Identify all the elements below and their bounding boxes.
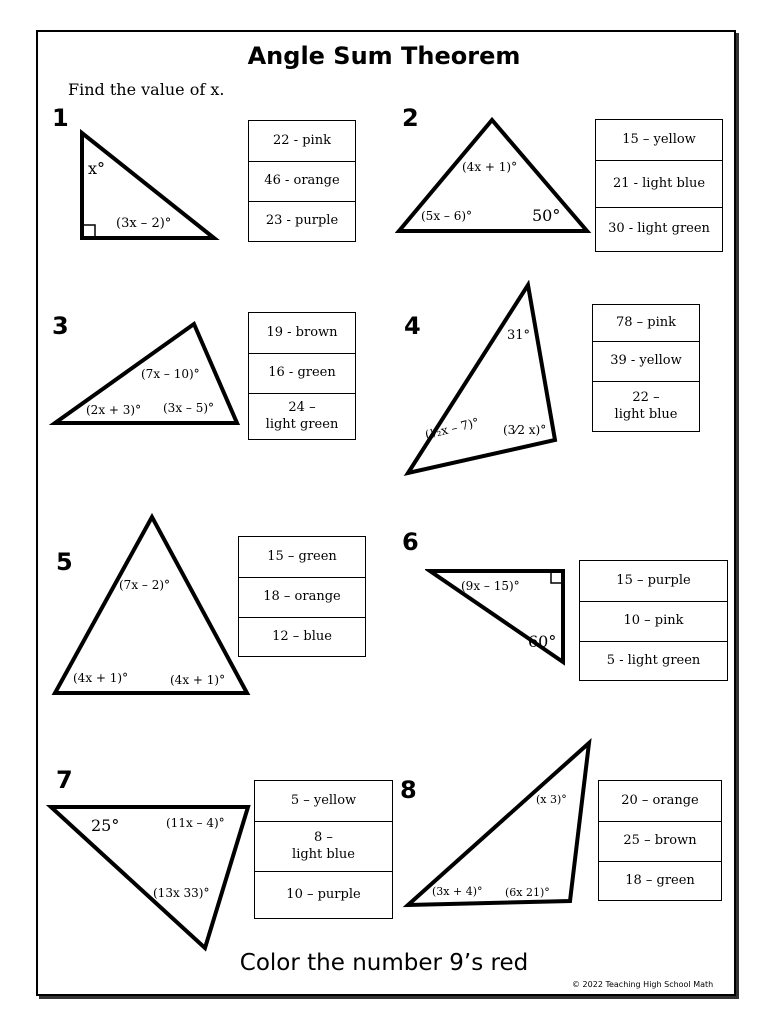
problem-3-angle-label: (2x + 3)° bbox=[86, 403, 142, 417]
instructions: Find the value of x. bbox=[68, 80, 225, 99]
problem-4-number: 4 bbox=[404, 312, 421, 340]
answer-choice: 16 - green bbox=[249, 353, 355, 393]
answer-choice: 15 – purple bbox=[616, 572, 691, 588]
answer-choice: 18 – green bbox=[599, 861, 721, 900]
problem-7-number: 7 bbox=[56, 766, 73, 794]
problem-8-answer-box bbox=[598, 780, 722, 901]
problem-4-angle-label: (½x – 7)° bbox=[423, 415, 481, 442]
answer-choice: 15 – yellow bbox=[622, 131, 696, 147]
problem-2-angle-label: 50° bbox=[532, 206, 561, 225]
problem-3-angle-label: (7x – 10)° bbox=[141, 367, 200, 381]
problem-7-angle-label: (11x – 4)° bbox=[166, 816, 225, 830]
problem-5-angle-label: (4x + 1)° bbox=[170, 673, 226, 687]
problem-4-angle-label: 31° bbox=[507, 328, 531, 343]
problem-8-angle-label: (3x + 4)° bbox=[432, 885, 483, 898]
answer-choice: 46 - orange bbox=[249, 161, 355, 201]
answer-choice: 25 – brown bbox=[599, 821, 721, 861]
problem-7-angle-label: (13x 33)° bbox=[153, 886, 210, 900]
problem-7-answer-box bbox=[254, 780, 393, 919]
problem-4-answer-box bbox=[592, 304, 700, 432]
problem-1-angle-label: x° bbox=[88, 159, 106, 178]
answer-choice: 30 - light green bbox=[596, 207, 722, 251]
answer-choice: 22 - pink bbox=[273, 132, 331, 148]
problem-8-angle-label: (6x 21)° bbox=[505, 886, 550, 899]
answer-choice: 21 - light blue bbox=[596, 160, 722, 207]
answer-choice: 39 - yellow bbox=[593, 341, 699, 381]
problem-2-answer-box bbox=[595, 119, 723, 252]
problem-7-angle-label: 25° bbox=[91, 816, 120, 835]
answer-choice: 12 – blue bbox=[239, 617, 365, 656]
problem-1-angle-label: (3x – 2)° bbox=[116, 216, 172, 231]
answer-choice: 20 – orange bbox=[621, 792, 699, 808]
problem-5-answer-box bbox=[238, 536, 366, 657]
answer-choice: 24 – light green bbox=[249, 393, 355, 439]
problem-8-number: 8 bbox=[400, 776, 417, 804]
problem-8-angle-label: (x 3)° bbox=[536, 793, 567, 806]
answer-choice: 18 – orange bbox=[239, 577, 365, 617]
problem-1-number: 1 bbox=[52, 104, 69, 132]
answer-choice: 5 - light green bbox=[580, 641, 727, 680]
answer-choice: 15 – green bbox=[267, 548, 337, 564]
problem-5-angle-label: (7x – 2)° bbox=[119, 578, 171, 592]
problem-4-angle-label: (3⁄2 x)° bbox=[503, 423, 547, 437]
problem-8-triangle bbox=[400, 738, 600, 913]
answer-choice: 5 – yellow bbox=[290, 792, 357, 808]
answer-choice: 22 – light blue bbox=[593, 381, 699, 431]
problem-1-answer-box bbox=[248, 120, 356, 242]
answer-choice: 10 – purple bbox=[255, 871, 392, 918]
problem-6-angle-label: 60° bbox=[528, 632, 557, 651]
problem-1-triangle bbox=[70, 125, 230, 250]
problem-5-angle-label: (4x + 1)° bbox=[73, 671, 129, 685]
problem-3-angle-label: (3x – 5)° bbox=[163, 401, 215, 415]
problem-2-angle-label: (5x – 6)° bbox=[421, 209, 473, 223]
problem-6-answer-box bbox=[579, 560, 728, 681]
problem-2-number: 2 bbox=[402, 104, 419, 132]
problem-6-number: 6 bbox=[402, 528, 419, 556]
problem-6-angle-label: (9x – 15)° bbox=[461, 579, 520, 593]
problem-2-angle-label: (4x + 1)° bbox=[462, 160, 518, 174]
problem-3-answer-box bbox=[248, 312, 356, 440]
answer-choice: 10 – pink bbox=[580, 601, 727, 641]
coloring-instruction: Color the number 9’s red bbox=[239, 950, 529, 976]
answer-choice: 78 – pink bbox=[615, 314, 677, 330]
answer-choice: 8 – light blue bbox=[255, 821, 392, 871]
answer-choice: 23 - purple bbox=[249, 201, 355, 241]
problem-5-number: 5 bbox=[56, 548, 73, 576]
copyright-notice: © 2022 Teaching High School Math bbox=[572, 980, 714, 989]
problem-3-number: 3 bbox=[52, 312, 69, 340]
problem-4-triangle bbox=[400, 280, 562, 480]
answer-choice: 19 - brown bbox=[266, 324, 338, 340]
worksheet-title: Angle Sum Theorem bbox=[247, 42, 521, 70]
